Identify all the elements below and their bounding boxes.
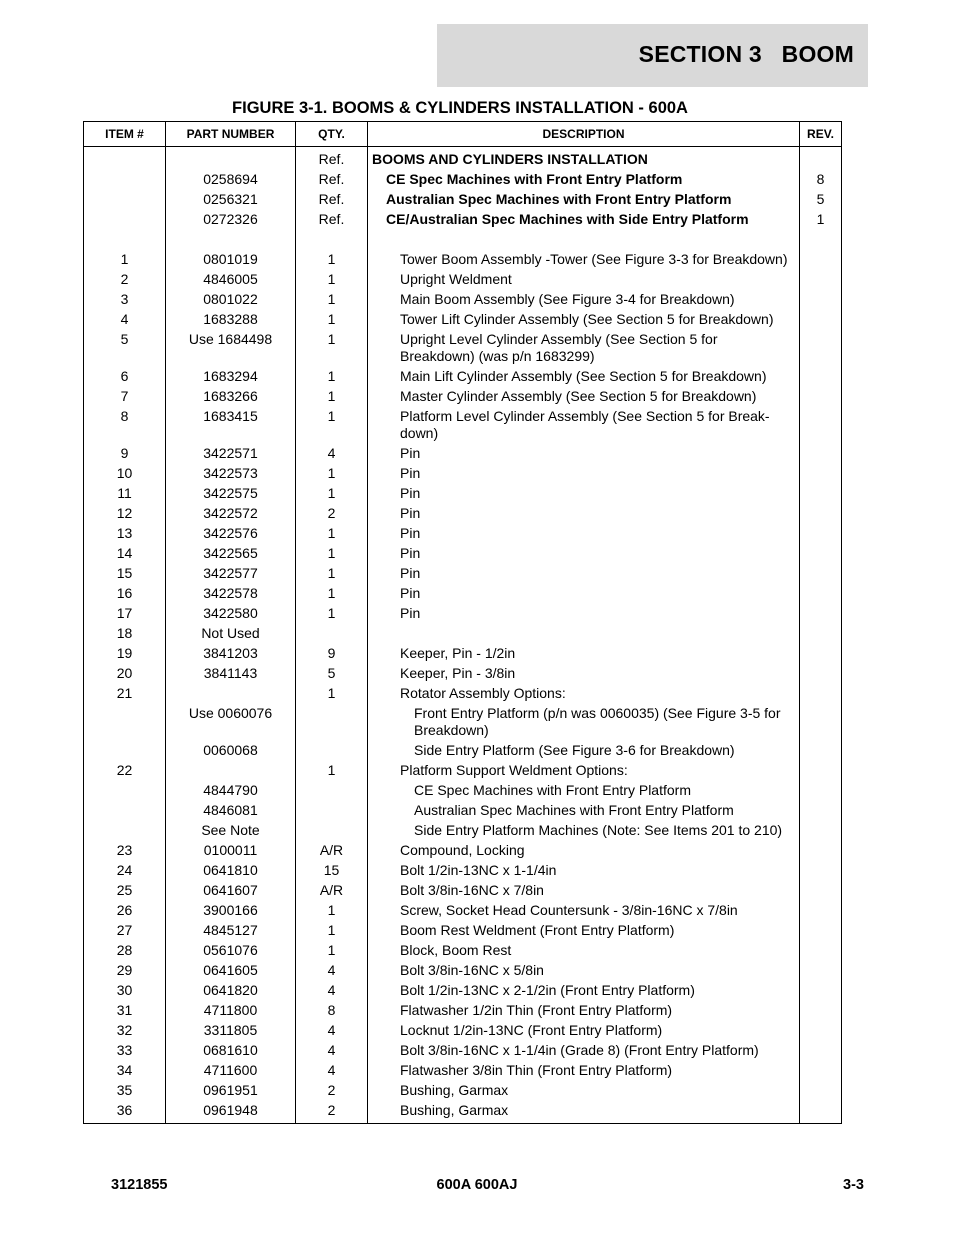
rev-cell bbox=[800, 921, 842, 941]
table-row bbox=[84, 821, 842, 841]
table-row bbox=[84, 1081, 842, 1101]
table-row bbox=[84, 761, 842, 781]
part-number-cell: 0801022 bbox=[166, 290, 296, 310]
description-cell: Platform Support Weldment Options: bbox=[368, 761, 800, 781]
part-number-cell: 0256321 bbox=[166, 190, 296, 210]
column-header-rev: REV. bbox=[800, 122, 842, 147]
description-cell: Upright Weldment bbox=[368, 270, 800, 290]
item-cell: 10 bbox=[84, 464, 166, 484]
rev-cell bbox=[800, 961, 842, 981]
item-cell: 24 bbox=[84, 861, 166, 881]
qty-cell: 1 bbox=[296, 584, 368, 604]
table-row bbox=[84, 524, 842, 544]
qty-cell: Ref. bbox=[296, 170, 368, 190]
description-cell: Bolt 1/2in-13NC x 2-1/2in (Front Entry Platform) bbox=[368, 981, 800, 1001]
part-number-cell: 0100011 bbox=[166, 841, 296, 861]
part-number-cell bbox=[166, 761, 296, 781]
description-cell: Main Boom Assembly (See Figure 3-4 for Breakdown) bbox=[368, 290, 800, 310]
item-cell: 16 bbox=[84, 584, 166, 604]
rev-cell bbox=[800, 644, 842, 664]
table-row bbox=[84, 881, 842, 901]
description-cell: Main Lift Cylinder Assembly (See Section 5 for Breakdown) bbox=[368, 367, 800, 387]
part-number-cell: 0961951 bbox=[166, 1081, 296, 1101]
table-row bbox=[84, 604, 842, 624]
qty-cell: A/R bbox=[296, 881, 368, 901]
item-cell: 2 bbox=[84, 270, 166, 290]
item-cell bbox=[84, 230, 166, 250]
item-cell: 32 bbox=[84, 1021, 166, 1041]
description-cell: Keeper, Pin - 3/8in bbox=[368, 664, 800, 684]
qty-cell: 1 bbox=[296, 407, 368, 444]
description-cell: Rotator Assembly Options: bbox=[368, 684, 800, 704]
qty-cell: 1 bbox=[296, 544, 368, 564]
description-cell: Pin bbox=[368, 544, 800, 564]
qty-cell: 1 bbox=[296, 270, 368, 290]
part-number-cell: 0641607 bbox=[166, 881, 296, 901]
table-row bbox=[84, 841, 842, 861]
item-cell: 6 bbox=[84, 367, 166, 387]
qty-cell: 9 bbox=[296, 644, 368, 664]
part-number-cell: 3422578 bbox=[166, 584, 296, 604]
description-cell: Pin bbox=[368, 584, 800, 604]
part-number-cell: 0641820 bbox=[166, 981, 296, 1001]
qty-cell: 8 bbox=[296, 1001, 368, 1021]
qty-cell: 1 bbox=[296, 484, 368, 504]
column-header-item: ITEM # bbox=[84, 122, 166, 147]
part-number-cell: 4711800 bbox=[166, 1001, 296, 1021]
rev-cell bbox=[800, 367, 842, 387]
description-cell: Side Entry Platform Machines (Note: See Items 201 to 210) bbox=[368, 821, 800, 841]
qty-cell bbox=[296, 230, 368, 250]
part-number-cell: 3422576 bbox=[166, 524, 296, 544]
item-cell: 12 bbox=[84, 504, 166, 524]
rev-cell bbox=[800, 1101, 842, 1124]
part-number-cell: 0561076 bbox=[166, 941, 296, 961]
rev-cell bbox=[800, 1061, 842, 1081]
part-number-cell: 3422572 bbox=[166, 504, 296, 524]
rev-cell bbox=[800, 524, 842, 544]
rev-cell bbox=[800, 1001, 842, 1021]
qty-cell: 4 bbox=[296, 1021, 368, 1041]
part-number-cell: 1683266 bbox=[166, 387, 296, 407]
part-number-cell: 4846005 bbox=[166, 270, 296, 290]
description-cell: Keeper, Pin - 1/2in bbox=[368, 644, 800, 664]
item-cell: 14 bbox=[84, 544, 166, 564]
item-cell bbox=[84, 190, 166, 210]
description-cell: Bolt 1/2in-13NC x 1-1/4in bbox=[368, 861, 800, 881]
item-cell: 23 bbox=[84, 841, 166, 861]
part-number-cell: 1683415 bbox=[166, 407, 296, 444]
table-row bbox=[84, 584, 842, 604]
spacer-row bbox=[84, 230, 842, 250]
rev-cell bbox=[800, 290, 842, 310]
rev-cell bbox=[800, 504, 842, 524]
qty-cell: 4 bbox=[296, 1041, 368, 1061]
qty-cell: 4 bbox=[296, 444, 368, 464]
item-cell: 35 bbox=[84, 1081, 166, 1101]
part-number-cell: 3422565 bbox=[166, 544, 296, 564]
table-row bbox=[84, 1061, 842, 1081]
description-cell: Bolt 3/8in-16NC x 7/8in bbox=[368, 881, 800, 901]
description-cell: Bolt 3/8in-16NC x 5/8in bbox=[368, 961, 800, 981]
item-cell: 21 bbox=[84, 684, 166, 704]
table-row bbox=[84, 684, 842, 704]
table-row bbox=[84, 861, 842, 881]
rev-cell bbox=[800, 464, 842, 484]
table-row bbox=[84, 464, 842, 484]
qty-cell bbox=[296, 624, 368, 644]
rev-cell bbox=[800, 387, 842, 407]
column-header-qty: QTY. bbox=[296, 122, 368, 147]
table-row bbox=[84, 624, 842, 644]
part-number-cell: 1683294 bbox=[166, 367, 296, 387]
rev-cell bbox=[800, 230, 842, 250]
part-number-cell: 3422577 bbox=[166, 564, 296, 584]
qty-cell: 4 bbox=[296, 961, 368, 981]
description-cell: CE Spec Machines with Front Entry Platform bbox=[368, 781, 800, 801]
item-cell: 33 bbox=[84, 1041, 166, 1061]
part-number-cell: Not Used bbox=[166, 624, 296, 644]
footer-model: 600A 600AJ bbox=[436, 1177, 518, 1193]
description-cell: Bushing, Garmax bbox=[368, 1081, 800, 1101]
table-row bbox=[84, 330, 842, 367]
qty-cell bbox=[296, 741, 368, 761]
table-row bbox=[84, 644, 842, 664]
rev-cell bbox=[800, 1021, 842, 1041]
qty-cell: 2 bbox=[296, 1101, 368, 1124]
table-row bbox=[84, 170, 842, 190]
description-cell: Bushing, Garmax bbox=[368, 1101, 800, 1124]
item-cell: 31 bbox=[84, 1001, 166, 1021]
description-cell bbox=[368, 230, 800, 250]
description-cell: Screw, Socket Head Countersunk - 3/8in-16NC x 7/8in bbox=[368, 901, 800, 921]
qty-cell bbox=[296, 801, 368, 821]
item-cell: 15 bbox=[84, 564, 166, 584]
description-cell: Pin bbox=[368, 484, 800, 504]
qty-cell: 1 bbox=[296, 290, 368, 310]
qty-cell: 5 bbox=[296, 664, 368, 684]
item-cell bbox=[84, 170, 166, 190]
rev-cell bbox=[800, 564, 842, 584]
table-row bbox=[84, 387, 842, 407]
part-number-cell: 4711600 bbox=[166, 1061, 296, 1081]
description-cell: Master Cylinder Assembly (See Section 5 for Breakdown) bbox=[368, 387, 800, 407]
part-number-cell: 3311805 bbox=[166, 1021, 296, 1041]
rev-cell bbox=[800, 407, 842, 444]
qty-cell bbox=[296, 821, 368, 841]
part-number-cell: 0272326 bbox=[166, 210, 296, 230]
rev-cell bbox=[800, 270, 842, 290]
rev-cell bbox=[800, 801, 842, 821]
rev-cell bbox=[800, 1081, 842, 1101]
rev-cell bbox=[800, 544, 842, 564]
item-cell bbox=[84, 147, 166, 170]
table-header-row bbox=[84, 122, 842, 147]
table-row bbox=[84, 210, 842, 230]
qty-cell: 15 bbox=[296, 861, 368, 881]
table-row bbox=[84, 407, 842, 444]
qty-cell: 1 bbox=[296, 941, 368, 961]
description-cell: Locknut 1/2in-13NC (Front Entry Platform) bbox=[368, 1021, 800, 1041]
description-cell: Pin bbox=[368, 524, 800, 544]
rev-cell bbox=[800, 821, 842, 841]
table-row bbox=[84, 921, 842, 941]
parts-table-body bbox=[84, 147, 842, 1124]
description-cell: Upright Level Cylinder Assembly (See Section 5 for Breakdown) (was p/n 1683299) bbox=[368, 330, 800, 367]
item-cell: 8 bbox=[84, 407, 166, 444]
rev-cell bbox=[800, 881, 842, 901]
column-header-part-number: PART NUMBER bbox=[166, 122, 296, 147]
rev-cell bbox=[800, 604, 842, 624]
qty-cell: 1 bbox=[296, 761, 368, 781]
qty-cell: 1 bbox=[296, 901, 368, 921]
table-row bbox=[84, 901, 842, 921]
parts-table bbox=[83, 121, 842, 1124]
item-cell: 1 bbox=[84, 250, 166, 270]
part-number-cell: 4844790 bbox=[166, 781, 296, 801]
description-cell: Tower Lift Cylinder Assembly (See Section 5 for Breakdown) bbox=[368, 310, 800, 330]
description-cell: Pin bbox=[368, 564, 800, 584]
qty-cell: 2 bbox=[296, 504, 368, 524]
table-row bbox=[84, 741, 842, 761]
rev-cell bbox=[800, 901, 842, 921]
description-cell: Tower Boom Assembly -Tower (See Figure 3-3 for Breakdown) bbox=[368, 250, 800, 270]
part-number-cell: 3422580 bbox=[166, 604, 296, 624]
part-number-cell: 3422573 bbox=[166, 464, 296, 484]
rev-cell bbox=[800, 981, 842, 1001]
table-row bbox=[84, 544, 842, 564]
rev-cell bbox=[800, 664, 842, 684]
item-cell: 25 bbox=[84, 881, 166, 901]
item-cell: 11 bbox=[84, 484, 166, 504]
description-cell: Boom Rest Weldment (Front Entry Platform) bbox=[368, 921, 800, 941]
item-cell: 3 bbox=[84, 290, 166, 310]
item-cell: 19 bbox=[84, 644, 166, 664]
qty-cell bbox=[296, 781, 368, 801]
qty-cell: Ref. bbox=[296, 147, 368, 170]
part-number-cell: 3422571 bbox=[166, 444, 296, 464]
table-row bbox=[84, 1001, 842, 1021]
rev-cell bbox=[800, 250, 842, 270]
qty-cell: 1 bbox=[296, 524, 368, 544]
part-number-cell: 3841203 bbox=[166, 644, 296, 664]
section-title: SECTION 3 BOOM bbox=[638, 41, 854, 67]
description-cell: BOOMS AND CYLINDERS INSTALLATION bbox=[368, 147, 800, 170]
item-cell: 34 bbox=[84, 1061, 166, 1081]
table-row bbox=[84, 310, 842, 330]
footer-page-number: 3-3 bbox=[843, 1177, 864, 1193]
table-row bbox=[84, 1041, 842, 1061]
description-cell: CE/Australian Spec Machines with Side Entry Platform bbox=[368, 210, 800, 230]
footer-document-number: 3121855 bbox=[111, 1177, 168, 1193]
part-number-cell: 0801019 bbox=[166, 250, 296, 270]
table-row bbox=[84, 941, 842, 961]
qty-cell: Ref. bbox=[296, 210, 368, 230]
rev-cell bbox=[800, 741, 842, 761]
table-row bbox=[84, 961, 842, 981]
item-cell bbox=[84, 704, 166, 741]
qty-cell: 4 bbox=[296, 981, 368, 1001]
item-cell: 5 bbox=[84, 330, 166, 367]
part-number-cell: 0641605 bbox=[166, 961, 296, 981]
qty-cell: 1 bbox=[296, 367, 368, 387]
item-cell: 4 bbox=[84, 310, 166, 330]
qty-cell: 1 bbox=[296, 684, 368, 704]
rev-cell bbox=[800, 484, 842, 504]
item-cell bbox=[84, 210, 166, 230]
qty-cell: 1 bbox=[296, 604, 368, 624]
description-cell: Pin bbox=[368, 604, 800, 624]
item-cell: 26 bbox=[84, 901, 166, 921]
description-cell: Block, Boom Rest bbox=[368, 941, 800, 961]
table-row bbox=[84, 1101, 842, 1124]
item-cell bbox=[84, 821, 166, 841]
table-row bbox=[84, 704, 842, 741]
table-row bbox=[84, 444, 842, 464]
table-row bbox=[84, 147, 842, 170]
table-row bbox=[84, 484, 842, 504]
section-header-band bbox=[437, 24, 868, 87]
table-row bbox=[84, 1021, 842, 1041]
description-cell: Compound, Locking bbox=[368, 841, 800, 861]
description-cell: Australian Spec Machines with Front Entry Platform bbox=[368, 190, 800, 210]
item-cell bbox=[84, 781, 166, 801]
rev-cell bbox=[800, 584, 842, 604]
part-number-cell: 0961948 bbox=[166, 1101, 296, 1124]
description-cell: Flatwasher 1/2in Thin (Front Entry Platform) bbox=[368, 1001, 800, 1021]
rev-cell bbox=[800, 684, 842, 704]
part-number-cell: 4846081 bbox=[166, 801, 296, 821]
qty-cell bbox=[296, 704, 368, 741]
part-number-cell: 3900166 bbox=[166, 901, 296, 921]
qty-cell: 4 bbox=[296, 1061, 368, 1081]
rev-cell: 1 bbox=[800, 210, 842, 230]
rev-cell bbox=[800, 861, 842, 881]
part-number-cell: 0641810 bbox=[166, 861, 296, 881]
rev-cell: 8 bbox=[800, 170, 842, 190]
table-row bbox=[84, 504, 842, 524]
qty-cell: 1 bbox=[296, 464, 368, 484]
table-row bbox=[84, 981, 842, 1001]
table-row bbox=[84, 781, 842, 801]
description-cell: Platform Level Cylinder Assembly (See Section 5 for Break-down) bbox=[368, 407, 800, 444]
item-cell: 29 bbox=[84, 961, 166, 981]
part-number-cell: 4845127 bbox=[166, 921, 296, 941]
column-header-description: DESCRIPTION bbox=[368, 122, 800, 147]
description-cell: Bolt 3/8in-16NC x 1-1/4in (Grade 8) (Front Entry Platform) bbox=[368, 1041, 800, 1061]
figure-title: FIGURE 3-1. BOOMS & CYLINDERS INSTALLATION - 600A bbox=[232, 99, 688, 117]
table-row bbox=[84, 664, 842, 684]
item-cell: 30 bbox=[84, 981, 166, 1001]
part-number-cell: 0258694 bbox=[166, 170, 296, 190]
part-number-cell: 3841143 bbox=[166, 664, 296, 684]
item-cell bbox=[84, 741, 166, 761]
item-cell: 7 bbox=[84, 387, 166, 407]
rev-cell: 5 bbox=[800, 190, 842, 210]
table-row bbox=[84, 564, 842, 584]
description-cell: Pin bbox=[368, 464, 800, 484]
item-cell: 20 bbox=[84, 664, 166, 684]
table-row bbox=[84, 270, 842, 290]
part-number-cell: 0060068 bbox=[166, 741, 296, 761]
description-cell bbox=[368, 624, 800, 644]
part-number-cell: 0681610 bbox=[166, 1041, 296, 1061]
rev-cell bbox=[800, 1041, 842, 1061]
item-cell: 22 bbox=[84, 761, 166, 781]
item-cell: 17 bbox=[84, 604, 166, 624]
rev-cell bbox=[800, 761, 842, 781]
qty-cell: 1 bbox=[296, 564, 368, 584]
table-row bbox=[84, 367, 842, 387]
part-number-cell bbox=[166, 230, 296, 250]
part-number-cell: 1683288 bbox=[166, 310, 296, 330]
qty-cell: Ref. bbox=[296, 190, 368, 210]
item-cell: 36 bbox=[84, 1101, 166, 1124]
part-number-cell: 3422575 bbox=[166, 484, 296, 504]
rev-cell bbox=[800, 841, 842, 861]
qty-cell: A/R bbox=[296, 841, 368, 861]
description-cell: Front Entry Platform (p/n was 0060035) (See Figure 3-5 for Breakdown) bbox=[368, 704, 800, 741]
description-cell: Australian Spec Machines with Front Entry Platform bbox=[368, 801, 800, 821]
rev-cell bbox=[800, 147, 842, 170]
table-row bbox=[84, 801, 842, 821]
description-cell: Pin bbox=[368, 504, 800, 524]
item-cell: 9 bbox=[84, 444, 166, 464]
qty-cell: 1 bbox=[296, 310, 368, 330]
rev-cell bbox=[800, 310, 842, 330]
qty-cell: 1 bbox=[296, 250, 368, 270]
rev-cell bbox=[800, 444, 842, 464]
qty-cell: 1 bbox=[296, 330, 368, 367]
rev-cell bbox=[800, 330, 842, 367]
item-cell bbox=[84, 801, 166, 821]
item-cell: 27 bbox=[84, 921, 166, 941]
part-number-cell: Use 0060076 bbox=[166, 704, 296, 741]
part-number-cell bbox=[166, 147, 296, 170]
description-cell: Pin bbox=[368, 444, 800, 464]
table-row bbox=[84, 190, 842, 210]
description-cell: Side Entry Platform (See Figure 3-6 for Breakdown) bbox=[368, 741, 800, 761]
qty-cell: 1 bbox=[296, 921, 368, 941]
part-number-cell: See Note bbox=[166, 821, 296, 841]
item-cell: 18 bbox=[84, 624, 166, 644]
part-number-cell bbox=[166, 684, 296, 704]
rev-cell bbox=[800, 781, 842, 801]
rev-cell bbox=[800, 624, 842, 644]
rev-cell bbox=[800, 704, 842, 741]
table-row bbox=[84, 250, 842, 270]
part-number-cell: Use 1684498 bbox=[166, 330, 296, 367]
item-cell: 28 bbox=[84, 941, 166, 961]
description-cell: CE Spec Machines with Front Entry Platform bbox=[368, 170, 800, 190]
table-row bbox=[84, 290, 842, 310]
qty-cell: 1 bbox=[296, 387, 368, 407]
qty-cell: 2 bbox=[296, 1081, 368, 1101]
description-cell: Flatwasher 3/8in Thin (Front Entry Platform) bbox=[368, 1061, 800, 1081]
rev-cell bbox=[800, 941, 842, 961]
item-cell: 13 bbox=[84, 524, 166, 544]
